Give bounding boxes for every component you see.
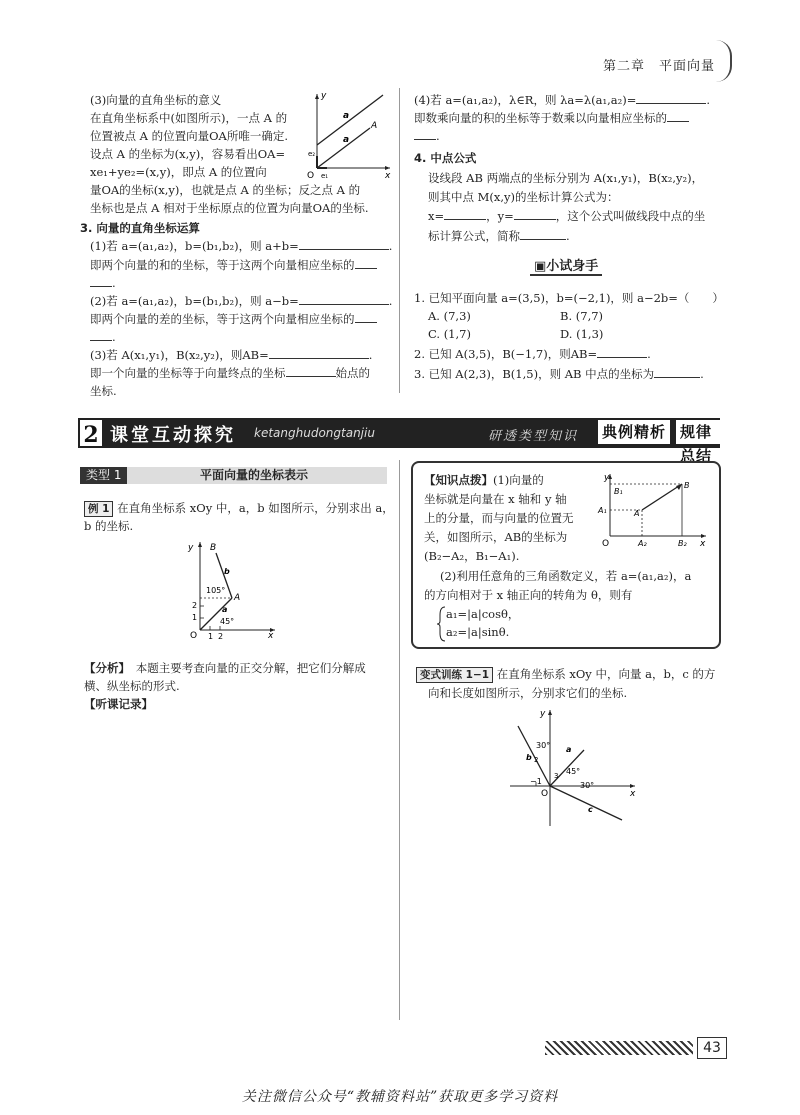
midpoint-heading: 4. 中点公式 bbox=[414, 151, 477, 165]
section-tag-study: 研透类型知识 bbox=[488, 429, 579, 444]
op4-line3: . bbox=[414, 126, 440, 146]
try-it-title: ▣小试身手 bbox=[530, 255, 602, 276]
column-divider-top bbox=[399, 88, 400, 393]
s3-heading: (3)向量的直角坐标的意义 bbox=[90, 93, 222, 107]
svg-text:A: A bbox=[634, 509, 640, 518]
page-number-bar bbox=[545, 1041, 693, 1055]
type-label: 类型 1 bbox=[80, 467, 127, 484]
knowledge-line8: a₁=|a|cosθ， bbox=[446, 607, 520, 621]
analysis-line2: 横、纵坐标的形式. bbox=[84, 679, 180, 693]
svg-text:2: 2 bbox=[192, 601, 198, 610]
svg-text:105°: 105° bbox=[206, 586, 226, 595]
svg-text:30°: 30° bbox=[580, 781, 595, 790]
op3-line1: (3)若 A(x₁,y₁)，B(x₂,y₂)，则AB= . bbox=[90, 348, 373, 362]
q1-option-c: C. (1,7) bbox=[428, 327, 471, 341]
op4-line2: 即数乘向量的积的坐标等于数乘以向量相应坐标的 bbox=[414, 108, 689, 128]
header-bracket bbox=[716, 40, 732, 82]
svg-text:x: x bbox=[268, 631, 274, 641]
svg-text:45°: 45° bbox=[566, 767, 581, 776]
svg-text:3: 3 bbox=[554, 772, 559, 780]
midpoint-line3: x= ，y= ，这个公式叫做线段中点的坐 bbox=[428, 209, 706, 223]
svg-text:e₂: e₂ bbox=[308, 150, 316, 158]
svg-text:A₂: A₂ bbox=[638, 539, 647, 548]
svg-text:x: x bbox=[700, 539, 706, 549]
type-bar bbox=[80, 467, 387, 484]
position-vector-figure bbox=[305, 90, 395, 180]
section-tag-examples: 典例精析 bbox=[598, 420, 670, 444]
page-number: 43 bbox=[697, 1037, 727, 1059]
svg-text:B₂: B₂ bbox=[678, 539, 687, 548]
s3-line2: 位置被点 A 的位置向量OA所唯一确定. bbox=[90, 129, 289, 143]
svg-text:2: 2 bbox=[218, 632, 224, 641]
q1-option-d: D. (1,3) bbox=[560, 327, 604, 341]
knowledge-figure bbox=[596, 470, 711, 550]
section-title: 课堂互动探究 bbox=[110, 425, 236, 446]
q1-option-a: A. (7,3) bbox=[428, 309, 471, 323]
svg-text:O: O bbox=[307, 171, 315, 180]
variant-figure bbox=[510, 708, 640, 828]
midpoint-line4: 标计算公式，简称 . bbox=[428, 229, 570, 243]
variant-line2: 向和长度如图所示，分别求它们的坐标. bbox=[428, 686, 628, 700]
question-1: 1. 已知平面向量 a=(3,5)，b=(−2,1)，则 a−2b=（ ） bbox=[414, 291, 724, 305]
q1-option-b: B. (7,7) bbox=[560, 309, 604, 323]
svg-text:b: b bbox=[526, 753, 532, 762]
knowledge-line4: 关，如图所示，AB的坐标为 bbox=[424, 530, 568, 544]
chapter-header: 第二章 平面向量 bbox=[602, 59, 715, 74]
op1-line3: . bbox=[90, 273, 116, 293]
example1-line1: 例 1 在直角坐标系 xOy 中，a，b 如图所示，分别求出 a， bbox=[84, 498, 394, 518]
svg-text:x: x bbox=[630, 789, 636, 799]
section-pinyin: ketanghudongtanjiu bbox=[254, 426, 375, 440]
svg-text:x: x bbox=[385, 171, 391, 180]
ops-heading: 3. 向量的直角坐标运算 bbox=[80, 221, 200, 235]
example1-line2: b 的坐标. bbox=[84, 519, 134, 533]
try-icon: ▣ bbox=[534, 259, 547, 274]
midpoint-line1: 设线段 AB 两端点的坐标分别为 A(x₁,y₁)，B(x₂,y₂)， bbox=[428, 171, 704, 185]
op3-line2: 即一个向量的坐标等于向量终点的坐标 始点的 bbox=[90, 366, 370, 380]
analysis-line1: 【分析】 本题主要考查向量的正交分解，把它们分解成 bbox=[84, 661, 366, 675]
knowledge-line6: (2)利用任意角的三角函数定义，若 a=(a₁,a₂)，a bbox=[440, 569, 692, 583]
op2-line1: (2)若 a=(a₁,a₂)，b=(b₁,b₂)，则 a−b= . bbox=[90, 294, 393, 308]
svg-text:A: A bbox=[371, 121, 378, 131]
s3-line6: 坐标也是点 A 相对于坐标原点的位置为向量OA的坐标. bbox=[90, 201, 369, 215]
s3-line1: 在直角坐标系中(如图所示)，一点 A 的 bbox=[90, 111, 288, 125]
s3-line4: xe₁+ye₂=(x,y)，即点 A 的位置向 bbox=[90, 165, 267, 179]
svg-text:a: a bbox=[343, 135, 350, 145]
knowledge-line7: 的方向相对于 x 轴正向的转角为 θ，则有 bbox=[424, 588, 633, 602]
column-divider-bottom bbox=[399, 460, 400, 1020]
midpoint-line2: 则其中点 M(x,y)的坐标计算公式为： bbox=[428, 190, 619, 204]
knowledge-line3: 上的分量，而与向量的位置无 bbox=[424, 511, 574, 525]
svg-text:a: a bbox=[222, 605, 228, 614]
svg-text:1: 1 bbox=[208, 632, 214, 641]
svg-text:c: c bbox=[588, 805, 593, 814]
svg-text:A: A bbox=[234, 593, 241, 603]
svg-text:O: O bbox=[602, 539, 610, 549]
svg-text:45°: 45° bbox=[220, 617, 235, 626]
section-banner bbox=[78, 418, 720, 465]
section-tag-summary: 规律总结 bbox=[676, 420, 720, 444]
question-2: 2. 已知 A(3,5)，B(−1,7)，则AB= . bbox=[414, 347, 651, 361]
example-badge: 例 1 bbox=[84, 501, 113, 517]
svg-text:2: 2 bbox=[534, 756, 539, 764]
svg-text:O: O bbox=[541, 789, 549, 799]
knowledge-line1: 【知识点拨】(1)向量的 bbox=[424, 473, 544, 487]
question-3: 3. 已知 A(2,3)，B(1,5)，则 AB 中点的坐标为 . bbox=[414, 367, 704, 381]
s3-line5: 量OA的坐标(x,y)，也就是点 A 的坐标；反之点 A 的 bbox=[90, 183, 361, 197]
svg-text:y: y bbox=[540, 709, 546, 719]
svg-text:y: y bbox=[321, 91, 327, 101]
svg-text:B: B bbox=[684, 481, 690, 490]
svg-text:b: b bbox=[224, 567, 230, 576]
footer-note: 关注微信公众号“教辅资料站”获取更多学习资料 bbox=[241, 1089, 559, 1105]
svg-text:y: y bbox=[604, 473, 610, 483]
knowledge-line5: (B₂−A₂，B₁−A₁). bbox=[424, 549, 520, 563]
op1-line2: 即两个向量的和的坐标，等于这两个向量相应坐标的 bbox=[90, 255, 377, 275]
svg-text:e₁: e₁ bbox=[321, 172, 329, 180]
svg-text:1: 1 bbox=[192, 613, 198, 622]
op2-line3: . bbox=[90, 327, 116, 347]
svg-text:B: B bbox=[210, 543, 217, 553]
svg-text:B₁: B₁ bbox=[614, 487, 623, 496]
system-brace bbox=[436, 606, 446, 642]
op2-line2: 即两个向量的差的坐标，等于这两个向量相应坐标的 bbox=[90, 309, 377, 329]
knowledge-line2: 坐标就是向量在 x 轴和 y 轴 bbox=[424, 492, 567, 506]
svg-text:a: a bbox=[566, 745, 572, 754]
knowledge-line9: a₂=|a|sinθ. bbox=[446, 625, 510, 639]
example1-figure bbox=[180, 538, 280, 643]
svg-text:−1: −1 bbox=[530, 777, 542, 786]
svg-text:30°: 30° bbox=[536, 741, 551, 750]
svg-text:a: a bbox=[343, 111, 350, 121]
s3-line3: 设点 A 的坐标为(x,y)，容易看出OA= bbox=[90, 147, 286, 161]
variant-badge: 变式训练 1−1 bbox=[416, 667, 493, 683]
notes-label: 【听课记录】 bbox=[84, 697, 153, 711]
svg-text:A₁: A₁ bbox=[598, 506, 607, 515]
variant-line1: 变式训练 1−1 在直角坐标系 xOy 中，向量 a，b，c 的方 bbox=[416, 664, 715, 684]
section-number: 2 bbox=[78, 418, 104, 448]
op3-line3: 坐标. bbox=[90, 384, 117, 398]
op1-line1: (1)若 a=(a₁,a₂)，b=(b₁,b₂)，则 a+b= . bbox=[90, 239, 393, 253]
svg-text:O: O bbox=[190, 631, 198, 641]
type-title: 平面向量的坐标表示 bbox=[200, 468, 309, 482]
op4-line1: (4)若 a=(a₁,a₂)，λ∈R，则 λa=λ(a₁,a₂)= . bbox=[414, 93, 711, 107]
svg-text:y: y bbox=[188, 543, 194, 553]
